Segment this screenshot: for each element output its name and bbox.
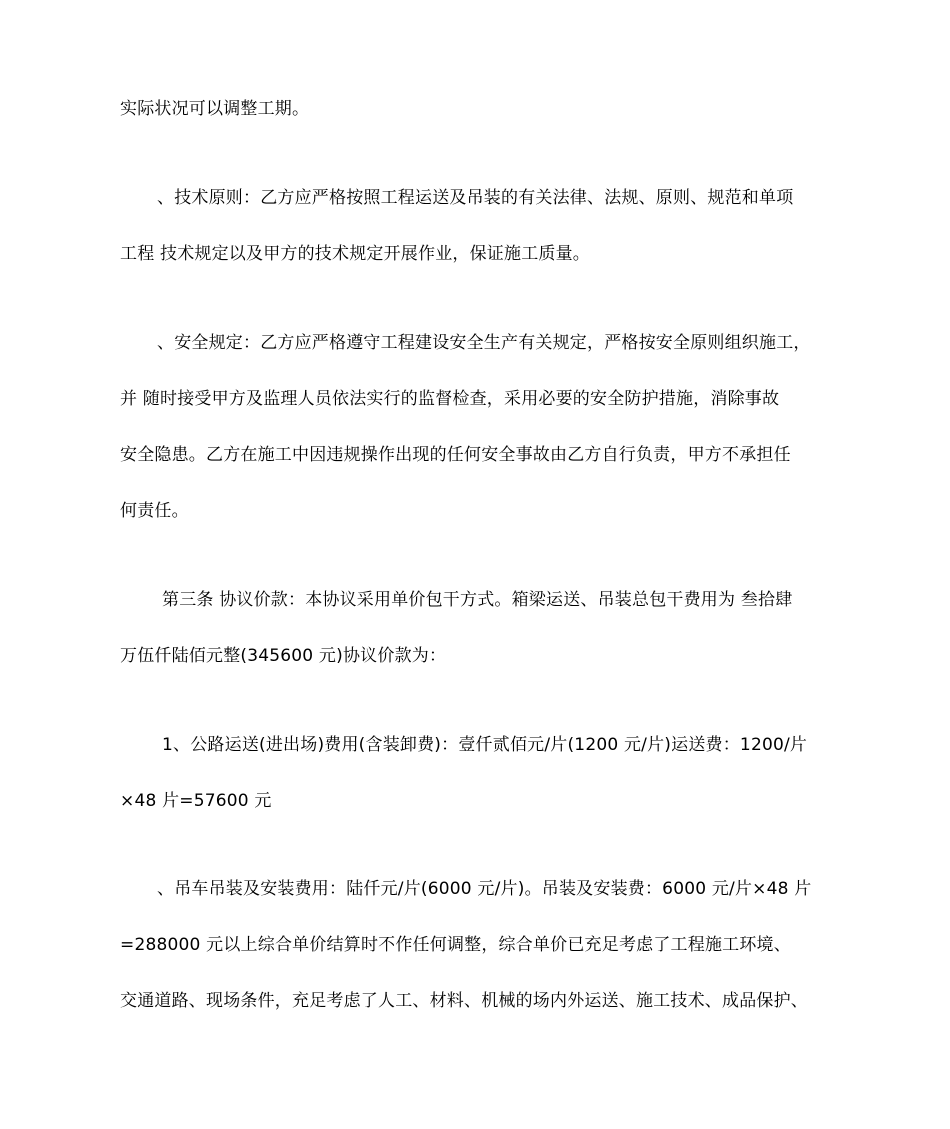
paragraph-line: 何责任。: [120, 501, 189, 521]
paragraph-line: 、安全规定：乙方应严格遵守工程建设安全生产有关规定，严格按安全原则组织施工，: [157, 333, 811, 353]
paragraph-line: 、技术原则：乙方应严格按照工程运送及吊装的有关法律、法规、原则、规范和单项: [157, 188, 794, 208]
paragraph-line: 工程 技术规定以及甲方的技术规定开展作业，保证施工质量。: [120, 244, 591, 264]
paragraph-line: 并 随时接受甲方及监理人员依法实行的监督检查，采用必要的安全防护措施，消除事故: [120, 389, 780, 409]
paragraph-line: 安全隐患。乙方在施工中因违规操作出现的任何安全事故由乙方自行负责，甲方不承担任: [120, 445, 791, 465]
paragraph-line: 1、公路运送(进出场)费用(含装卸费)：壹仟贰佰元/片(1200 元/片)运送费：1200/片: [162, 735, 808, 755]
paragraph-line: =288000 元以上综合单价结算时不作任何调整，综合单价已充足考虑了工程施工环境、: [120, 935, 791, 955]
paragraph-line: 交通道路、现场条件，充足考虑了人工、材料、机械的场内外运送、施工技术、成品保护、: [120, 991, 808, 1011]
paragraph-line: 万伍仟陆佰元整(345600 元)协议价款为：: [120, 646, 447, 666]
paragraph-line: 、吊车吊装及安装费用：陆仟元/片(6000 元/片)。吊装及安装费：6000 元/片×48 片: [157, 879, 812, 899]
paragraph-line: ×48 片=57600 元: [120, 791, 272, 811]
paragraph-line: 实际状况可以调整工期。: [120, 99, 310, 119]
paragraph-line: 第三条 协议价款：本协议采用单价包干方式。箱梁运送、吊装总包干费用为 叁拾肆: [162, 590, 793, 610]
